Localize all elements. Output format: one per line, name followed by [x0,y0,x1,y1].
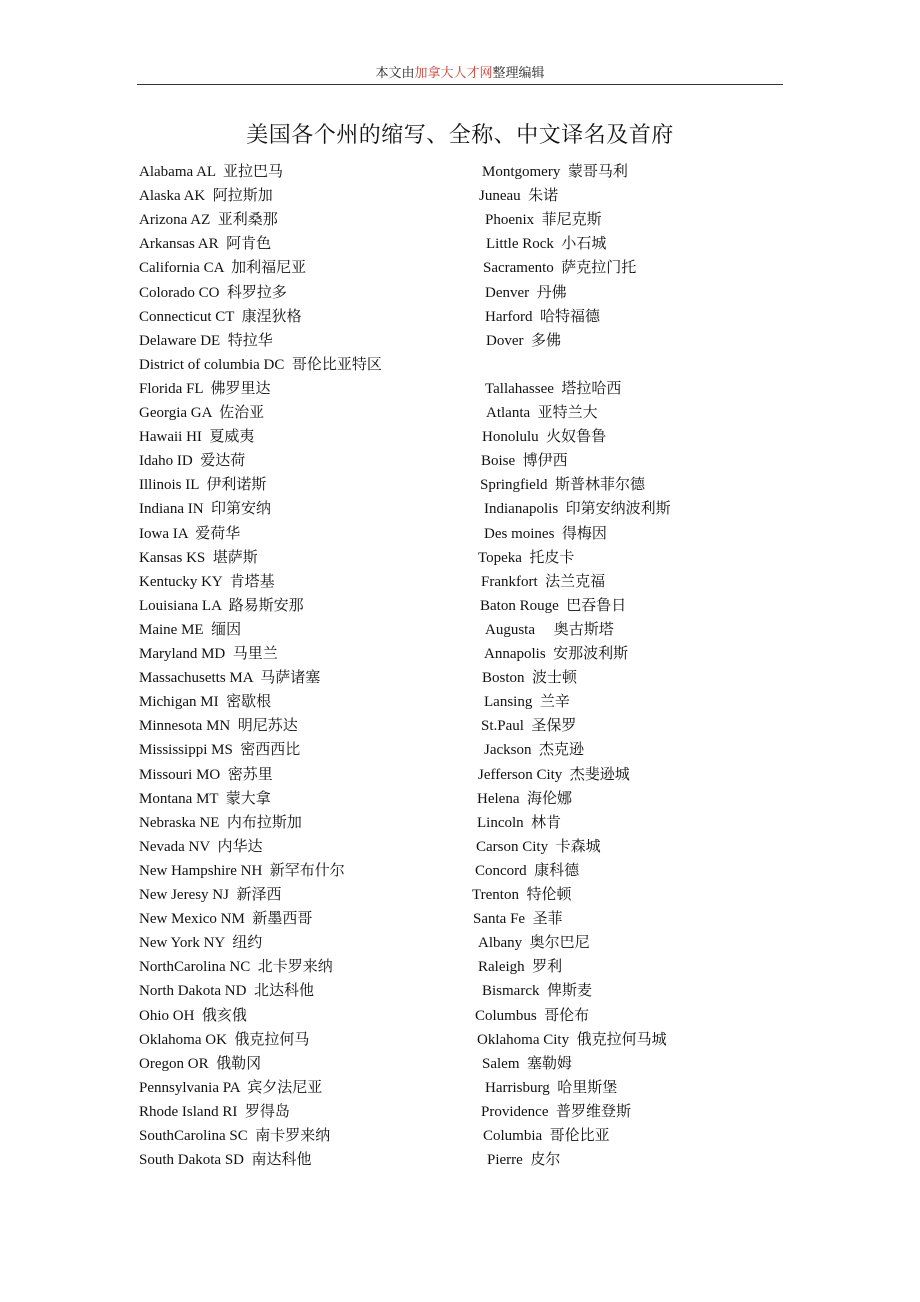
state-row [0,1148,920,1172]
state-name: Arkansas AR 阿肯色 [139,236,272,253]
state-row [0,811,920,835]
capital-name: St.Paul 圣保罗 [481,718,577,735]
state-name: Maryland MD 马里兰 [139,646,278,662]
capital-name: Montgomery 蒙哥马利 [482,164,628,180]
capital-name: Jackson 杰克逊 [484,742,584,759]
capital-name: Boston 波士顿 [482,670,578,687]
state-name: New York NY 纽约 [139,935,263,952]
capital-name: Springfield 斯普林菲尔德 [480,477,645,494]
state-row [0,907,920,931]
capital-name: Sacramento 萨克拉门托 [483,260,637,277]
state-name: Connecticut CT 康涅狄格 [139,308,302,325]
state-row [0,859,920,883]
state-name: Delaware DE 特拉华 [139,332,273,349]
state-name: Pennsylvania PA 宾夕法尼亚 [139,1079,323,1096]
capital-name: Santa Fe 圣菲 [473,911,563,928]
state-name: Minnesota MN 明尼苏达 [139,718,298,735]
state-row [0,353,920,377]
capital-name: Bismarck 俾斯麦 [482,983,592,1000]
state-name: Iowa IA 爱荷华 [139,525,241,542]
state-name: Hawaii HI 夏威夷 [139,429,255,446]
capital-name: Helena 海伦娜 [477,790,572,807]
state-row [0,329,920,353]
state-row [0,281,920,305]
capital-name: Pierre 皮尔 [487,1152,561,1169]
state-name: Rhode Island RI 罗得岛 [139,1103,290,1120]
state-row [0,377,920,401]
state-row [0,570,920,594]
capital-name: Indianapolis 印第安纳波利斯 [484,501,671,518]
state-name: District of columbia DC 哥伦比亚特区 [139,356,382,373]
state-name: Louisiana LA 路易斯安那 [139,597,304,614]
state-name: NorthCarolina NC 北卡罗来纳 [139,959,333,976]
capital-name: Concord 康科德 [475,862,580,879]
state-name: Mississippi MS 密西西比 [139,742,301,759]
state-row [0,1100,920,1124]
state-row [0,642,920,666]
capital-name: Harrisburg 哈里斯堡 [485,1079,618,1096]
state-name: Michigan MI 密歇根 [139,694,272,711]
state-name: Missouri MO 密苏里 [139,766,273,783]
state-name: Montana MT 蒙大拿 [139,790,271,807]
capital-name: Columbia 哥伦比亚 [483,1128,610,1144]
header-suffix: 整理编辑 [492,65,545,80]
page-title: 美国各个州的缩写、全称、中文译名及首府 [246,122,674,147]
header-link[interactable]: 加拿大人才网 [414,65,493,80]
state-row [0,160,920,184]
capital-name: Tallahassee 塔拉哈西 [485,380,622,397]
state-row [0,497,920,521]
state-row [0,449,920,473]
capital-name: Little Rock 小石城 [486,236,607,253]
state-name: Maine ME 缅因 [139,621,242,638]
state-row [0,425,920,449]
state-row [0,979,920,1003]
state-name: South Dakota SD 南达科他 [139,1152,312,1169]
state-row [0,522,920,546]
state-name: Nebraska NE 内布拉斯加 [139,814,302,831]
state-row [0,208,920,232]
capital-name: Columbus 哥伦布 [475,1007,590,1024]
state-row [0,1052,920,1076]
capital-name: Oklahoma City 俄克拉何马城 [477,1031,667,1048]
state-name: Georgia GA 佐治亚 [139,405,265,421]
state-name: Idaho ID 爱达荷 [139,453,246,470]
capital-name: Des moines 得梅因 [484,525,607,542]
state-row [0,690,920,714]
capital-name: Jefferson City 杰斐逊城 [478,766,630,783]
state-row [0,1076,920,1100]
state-name: Illinois IL 伊利诺斯 [139,477,267,494]
capital-name: Carson City 卡森城 [476,838,601,855]
capital-name: Augusta 奥古斯塔 [485,621,614,638]
state-name: Kentucky KY 肯塔基 [139,573,275,590]
state-row [0,666,920,690]
header-prefix: 本文由 [375,65,415,80]
state-row [0,787,920,811]
state-name: Florida FL 佛罗里达 [139,380,271,397]
state-row [0,883,920,907]
capital-name: Salem 塞勒姆 [482,1055,572,1072]
state-row [0,256,920,280]
capital-name: Lincoln 林肯 [477,814,562,831]
capital-name: Annapolis 安那波利斯 [484,646,629,662]
capital-name: Honolulu 火奴鲁鲁 [482,429,607,446]
state-name: Alaska AK 阿拉斯加 [139,188,273,205]
state-row [0,473,920,497]
capital-name: Denver 丹佛 [485,284,567,301]
capital-name: Albany 奥尔巴尼 [478,935,590,952]
state-row [0,1124,920,1148]
state-name: Arizona AZ 亚利桑那 [139,212,278,229]
state-row [0,184,920,208]
state-name: Nevada NV 内华达 [139,838,263,855]
state-name: New Mexico NM 新墨西哥 [139,911,313,928]
state-name: Colorado CO 科罗拉多 [139,284,287,301]
capital-name: Trenton 特伦顿 [472,887,572,903]
state-row [0,738,920,762]
capital-name: Phoenix 菲尼克斯 [485,212,602,229]
capital-name: Frankfort 法兰克福 [481,573,606,590]
state-name: Oklahoma OK 俄克拉何马 [139,1031,310,1048]
state-row [0,835,920,859]
capital-name: Atlanta 亚特兰大 [486,405,598,421]
state-name: Indiana IN 印第安纳 [139,501,272,518]
state-row [0,594,920,618]
state-row [0,546,920,570]
state-row [0,232,920,256]
state-name: Ohio OH 俄亥俄 [139,1007,247,1024]
state-name: New Hampshire NH 新罕布什尔 [139,862,345,879]
capital-name: Lansing 兰辛 [484,694,570,711]
state-name: North Dakota ND 北达科他 [139,983,314,1000]
capital-name: Juneau 朱诺 [479,188,559,205]
capital-name: Baton Rouge 巴吞鲁日 [480,597,627,614]
header-divider [137,84,783,85]
page-header [0,64,920,82]
state-row [0,305,920,329]
state-name: California CA 加利福尼亚 [139,260,307,277]
state-row [0,763,920,787]
state-row [0,618,920,642]
state-name: Kansas KS 堪萨斯 [139,549,258,566]
capital-name: Providence 普罗维登斯 [481,1103,631,1120]
capital-name: Dover 多佛 [486,332,561,349]
state-name: Massachusetts MA 马萨诸塞 [139,670,321,687]
state-row [0,714,920,738]
capital-name: Harford 哈特福德 [485,308,600,325]
capital-name: Topeka 托皮卡 [478,549,575,566]
state-name: Oregon OR 俄勒冈 [139,1055,262,1072]
state-row [0,401,920,425]
state-row [0,1004,920,1028]
capital-name: Boise 博伊西 [481,453,568,470]
capital-name: Raleigh 罗利 [478,959,563,976]
state-row [0,955,920,979]
state-name: New Jeresy NJ 新泽西 [139,887,282,903]
state-name: Alabama AL 亚拉巴马 [139,164,284,180]
state-row [0,931,920,955]
state-row [0,1028,920,1052]
state-name: SouthCarolina SC 南卡罗来纳 [139,1128,331,1144]
